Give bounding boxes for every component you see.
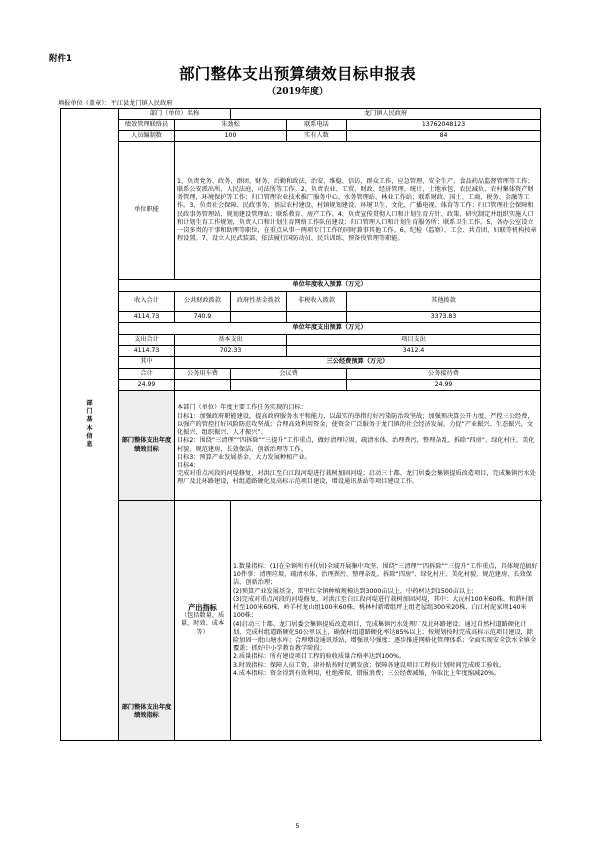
income-total-value: 4114.73 — [119, 312, 175, 323]
expense-col-total: 支出合计 — [119, 335, 175, 346]
output-indicator-note: （包括数量、质量、时效、成本等） — [180, 611, 225, 636]
annual-goals-text — [175, 391, 541, 501]
output-line: (3)完成对重点河段的河堤修复，对洪江至白江段河堤进行栽树加固河堤，其中：大沅村100米60株、和谐村新村至100米60株、岭羊村龙山组100米60株、桃林村新增组坪上组老屋组300米20株、白江村泥家坝140米100株； — [233, 595, 534, 620]
annual-goal-line: 目标1：加强政府职能建设，提高政府服务水平和能力，以最实的举措打好污染防治攻坚战；加强预决算公开力度，严控三公经费，以强产的管控打好风险防范攻坚战；合理高效利用资金，使资金广泛服务于龙门镇的社会经济发展，力促“产业振兴、生态振兴、文化振兴、组织振兴、人才振兴”。 — [177, 412, 534, 437]
annual-goal-line: 目标4： — [177, 461, 200, 469]
income-col-nontax: 非税收入拨款 — [287, 292, 347, 312]
performance-label — [119, 501, 175, 741]
duty-label: 单位职能 — [119, 142, 175, 280]
output-line: 4.成本指标：资金得到有效利用，杜绝滞留、错报浪费；三公经费减缩，争取比上年度缩减20%。 — [233, 669, 501, 677]
output-line: 2.质量指标：所有建设项目工程的验收质量合格率达到100%。 — [233, 653, 406, 661]
annual-goal-line: 本部门（单位）年度主要工作任务实现的目标： — [177, 404, 307, 412]
annual-goal-line: 完成对重点河段的河堤修复，对洪江至白江段河堤进行栽树加固河堤；启动三十都、龙门居委会集镇提质改造项目，完成集镇污水处理厂及北环路建设，村组道路硬化及高标示范项目建设，增设通讯基站等项目建设工作。 — [177, 470, 536, 486]
three-public-col-meeting: 会议费 — [231, 369, 347, 380]
output-line: 3.时效指标：保障人员工资、津补贴按时足额发放；保障各建设项目工程按计划时间完成竣工验收。 — [233, 661, 505, 669]
output-indicator-label: 产出指标 — [188, 602, 217, 612]
phone-value: 13762048123 — [347, 120, 541, 131]
output-line: (2)预算产业发展基金，雷里红全镇种植规模达到3000亩以上，中药材达到1500亩以上； — [233, 587, 478, 595]
three-public-car-value — [175, 380, 231, 391]
annual-goal-line: 目标3：预算产业发展基金，大力发展种植产业。 — [177, 453, 311, 461]
filing-unit-label: 填报单位（盖章）： — [58, 100, 111, 107]
three-public-col-reception: 公务接待费 — [347, 369, 541, 380]
basic-info-text: 部门基本信息 — [86, 399, 93, 448]
annual-goals-label: 部门整体支出年度绩效目标 — [119, 391, 175, 501]
output-indicator-cell — [175, 501, 231, 741]
year-subtitle: （2019年度） — [266, 87, 329, 97]
three-public-meeting-value — [231, 380, 347, 391]
three-public-reception-value: 24.99 — [347, 380, 541, 391]
income-public-value: 740.9 — [175, 312, 231, 323]
output-indicator-text — [231, 501, 541, 741]
performance-label-text: 部门整体支出年度绩效指标 — [121, 703, 172, 719]
annual-goal-line: 目标2：围绕“三清理”“四拆除”“三提升”工作重点，做好清理垃圾、疏清水体、治理粪污，整理杂乱、拆除“四房”、绿化村庄，美化村貌、规范建房、长效保洁、创新治理等工作。 — [177, 437, 535, 453]
expense-col-project: 项目支出 — [287, 335, 541, 346]
output-line: (4)启动三十都、龙门居委会集镇提质改造项目，完成集镇污水处理厂及北环路建设；通过自然村道路硬化计划，完成村组道路硬化50公里以上，确保村组道路硬化率达85%以上；按规划按时完成高标示范项目建设，除险加固一批山塘水库；合理增设通讯基站，增强讯号强度；逐步推进网格化管理体系；全面实现安全饮水全镇全覆盖；抓好中小学教育教学阶段； — [233, 620, 537, 653]
income-header: 单位年度收入预算（万元） — [119, 280, 541, 292]
filing-unit — [58, 98, 172, 107]
actual-value: 84 — [347, 131, 541, 142]
basic-info-label — [61, 109, 119, 741]
actual-label: 实有人数 — [287, 131, 347, 142]
staff-label: 人员编制数 — [119, 131, 175, 142]
expense-col-basic: 基本支出 — [175, 335, 287, 346]
three-public-col-car: 公务用车费 — [175, 369, 231, 380]
expense-project-value: 3412.4 — [287, 346, 541, 357]
performance-table — [60, 108, 541, 741]
three-public-total-value: 24.99 — [119, 380, 175, 391]
income-other-value: 3373.83 — [347, 312, 541, 323]
income-col-fund: 政府性基金拨款 — [231, 292, 287, 312]
three-public-header: 三公经费预算（万元） — [175, 357, 541, 369]
expense-total-value: 4114.73 — [119, 346, 175, 357]
phone-label: 联系电话 — [287, 120, 347, 131]
income-col-public: 公共财政拨款 — [175, 292, 231, 312]
page-number: 5 — [295, 822, 300, 830]
dept-name-value: 龙门镇人民政府 — [231, 109, 541, 120]
income-nontax-value — [287, 312, 347, 323]
three-public-col-total: 合计 — [119, 369, 175, 380]
page-title: 部门整体支出预算绩效目标申报表 — [178, 64, 416, 83]
attachment-label: 附件1 — [49, 54, 72, 64]
filing-unit-value: 平江县龙门镇人民政府 — [110, 100, 173, 107]
contact-value: 朱劲松 — [175, 120, 287, 131]
expense-header: 单位年度支出预算（万元） — [119, 323, 541, 335]
output-line: 1.数量指标：(1)在全镇所有村(居)全域开展集中攻坚，围绕“三清理”“四拆除”“三提升”工作重点，具体规范搞好10件事：清理垃圾，疏清水体、治理粪污、整理杂乱、拆除“四房”、绿化村庄、美化村貌、规范建房、长效保洁、创新治理； — [233, 563, 538, 587]
income-col-other: 其他拨款 — [347, 292, 541, 312]
duty-text: 1、负责党务、政务、群团、财务、后勤和政法、治安、维稳、信访、群众工作，应急管理，安全生产、食品药品监督管理等工作；联系公安派出所、人民法庭、司法所等工作。2、负责农业、工贸、财政、经济管理、统计、土地承包、农民减负、农村集体资产财务管理，环境保护等工作；归口管理农业技术推广服务中心、水务管理站、林业工作站；联系财政、国土、工商、税务、金融等工作。3、负责社会保障、民政事务、基层农村建设、村镇规划建设、环境卫生、文化、广播电视、体育等工作；归口管理社会保障和民政事务管理站、规划建设管理站；联系教育、房产工作。4、负责宣传贯彻人口和计划生育方针、政策，研究制定并组织实施人口和计划生育工作规划，负责人口和计划生育网络工作队伍建设；归口管理人口和计划生育服务所；联系卫生工作。5、各办公室设立一岗多责的干事和助理等职位，在重点从事一两项专门工作的同时兼事其他工作。6、纪检（监察）、工会、共青团、妇联等机构按章程设置。7、设立人民武装部，依法履行国防动员、民兵训练、预备役管理等职能。 — [175, 142, 541, 280]
contact-label: 绩效管理联络员 — [119, 120, 175, 131]
of-which-label: 其中 — [119, 357, 175, 369]
dept-name-label: 部门（单位）名称 — [119, 109, 231, 120]
expense-basic-value: 702.33 — [175, 346, 287, 357]
staff-value: 100 — [175, 131, 287, 142]
income-col-total: 收入合计 — [119, 292, 175, 312]
income-fund-value — [231, 312, 287, 323]
